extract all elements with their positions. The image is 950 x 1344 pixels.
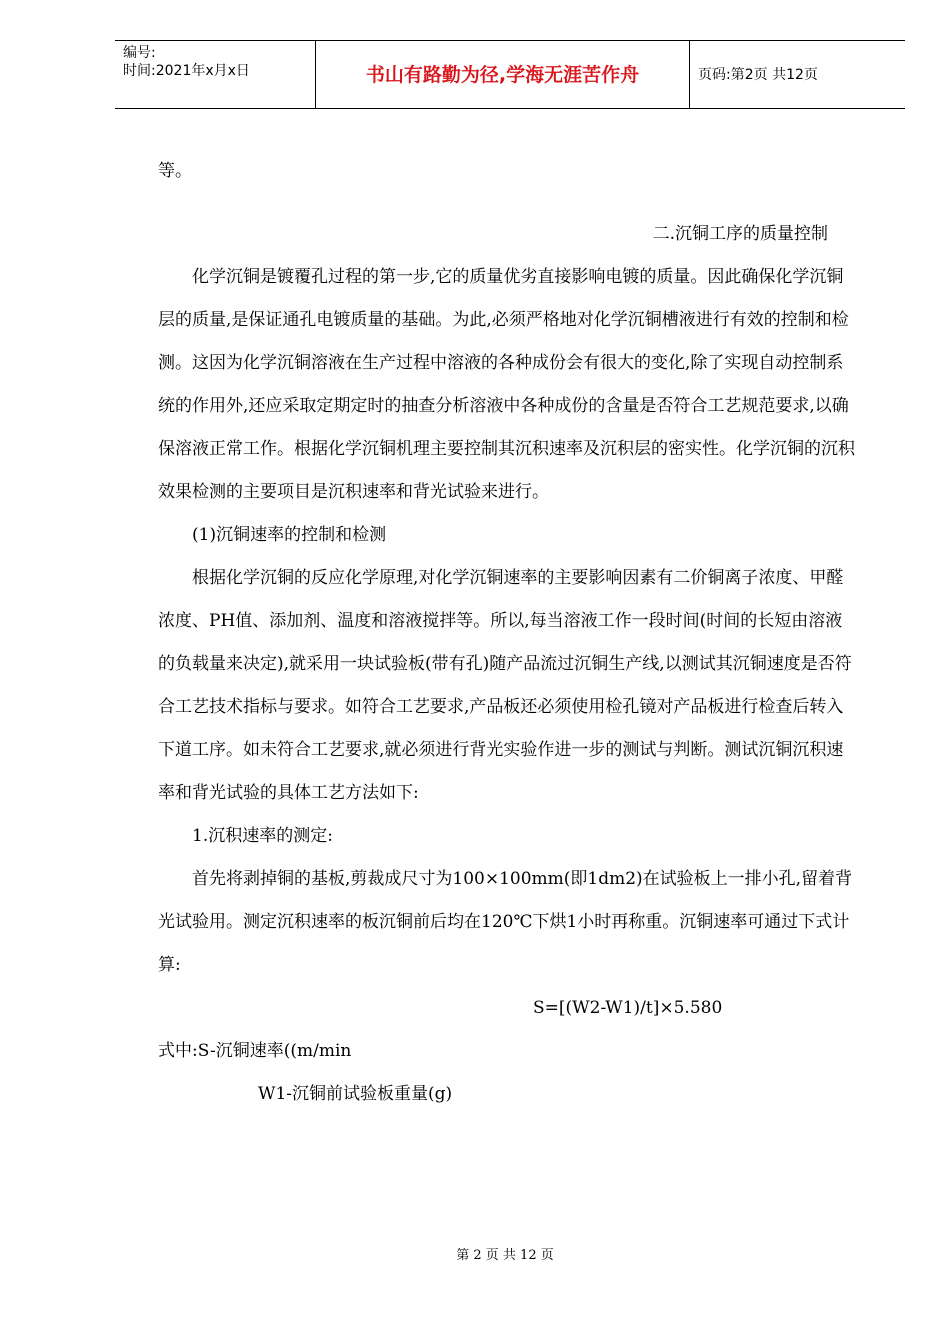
- paragraph-intro: 化学沉铜是镀覆孔过程的第一步,它的质量优劣直接影响电镀的质量。因此确保化学沉铜层的质量,是保证通孔电镀质量的基础。为此,必须严格地对化学沉铜槽液进行有效的控制和检测。这因为化学沉铜溶液在生产过程中溶液的各种成份会有很大的变化,除了实现自动控制系统的作用外,还应采取定期定时的抽查分析溶液中各种成份的含量是否符合工艺规范要求,以确保溶液正常工作。根据化学沉铜机理主要控制其沉积速率及沉积层的密实性。化学沉铜的沉积效果检测的主要项目是沉积速率和背光试验来进行。: [158, 267, 855, 502]
- document-time-label: 时间:2021年x月x日: [123, 63, 250, 79]
- rate-formula: S=[(W2-W1)/t]×5.580: [533, 998, 723, 1018]
- paragraph-continuation: 等。: [158, 161, 192, 181]
- header-page-number: 页码:第2页 共12页: [698, 67, 818, 83]
- formula-legend-w1: W1-沉铜前试验板重量(g): [258, 1084, 453, 1104]
- page-footer: 第 2 页 共 12 页: [456, 1248, 554, 1263]
- paragraph-measurement-method: 首先将剥掉铜的基板,剪裁成尺寸为100×100mm(即1dm2)在试验板上一排小孔,留着背光试验用。测定沉积速率的板沉铜前后均在120℃下烘1小时再称重。沉铜速率可通过下式计算:: [158, 869, 853, 975]
- subheading-rate-control: (1)沉铜速率的控制和检测: [192, 525, 387, 545]
- subheading-rate-measurement: 1.沉积速率的测定:: [192, 826, 333, 846]
- section-heading: 二.沉铜工序的质量控制: [652, 224, 828, 244]
- header-page-cell: [690, 41, 905, 108]
- document-number-label: 编号:: [123, 45, 156, 61]
- page-header: [115, 40, 905, 109]
- header-motto: 书山有路勤为径,学海无涯苦作舟: [365, 64, 640, 86]
- header-meta-cell: [115, 41, 316, 108]
- header-motto-cell: [316, 41, 690, 108]
- formula-legend-s: 式中:S-沉铜速率((m/min: [158, 1041, 352, 1061]
- paragraph-rate-factors: 根据化学沉铜的反应化学原理,对化学沉铜速率的主要影响因素有二价铜离子浓度、甲醛浓度、PH值、添加剂、温度和溶液搅拌等。所以,每当溶液工作一段时间(时间的长短由溶液的负载量来决定),就采用一块试验板(带有孔)随产品流过沉铜生产线,以测试其沉铜速度是否符合工艺技术指标与要求。如符合工艺要求,产品板还必须使用检孔镜对产品板进行检查后转入下道工序。如未符合工艺要求,就必须进行背光实验作进一步的测试与判断。测试沉铜沉积速率和背光试验的具体工艺方法如下:: [158, 568, 852, 803]
- document-body: [158, 150, 858, 1116]
